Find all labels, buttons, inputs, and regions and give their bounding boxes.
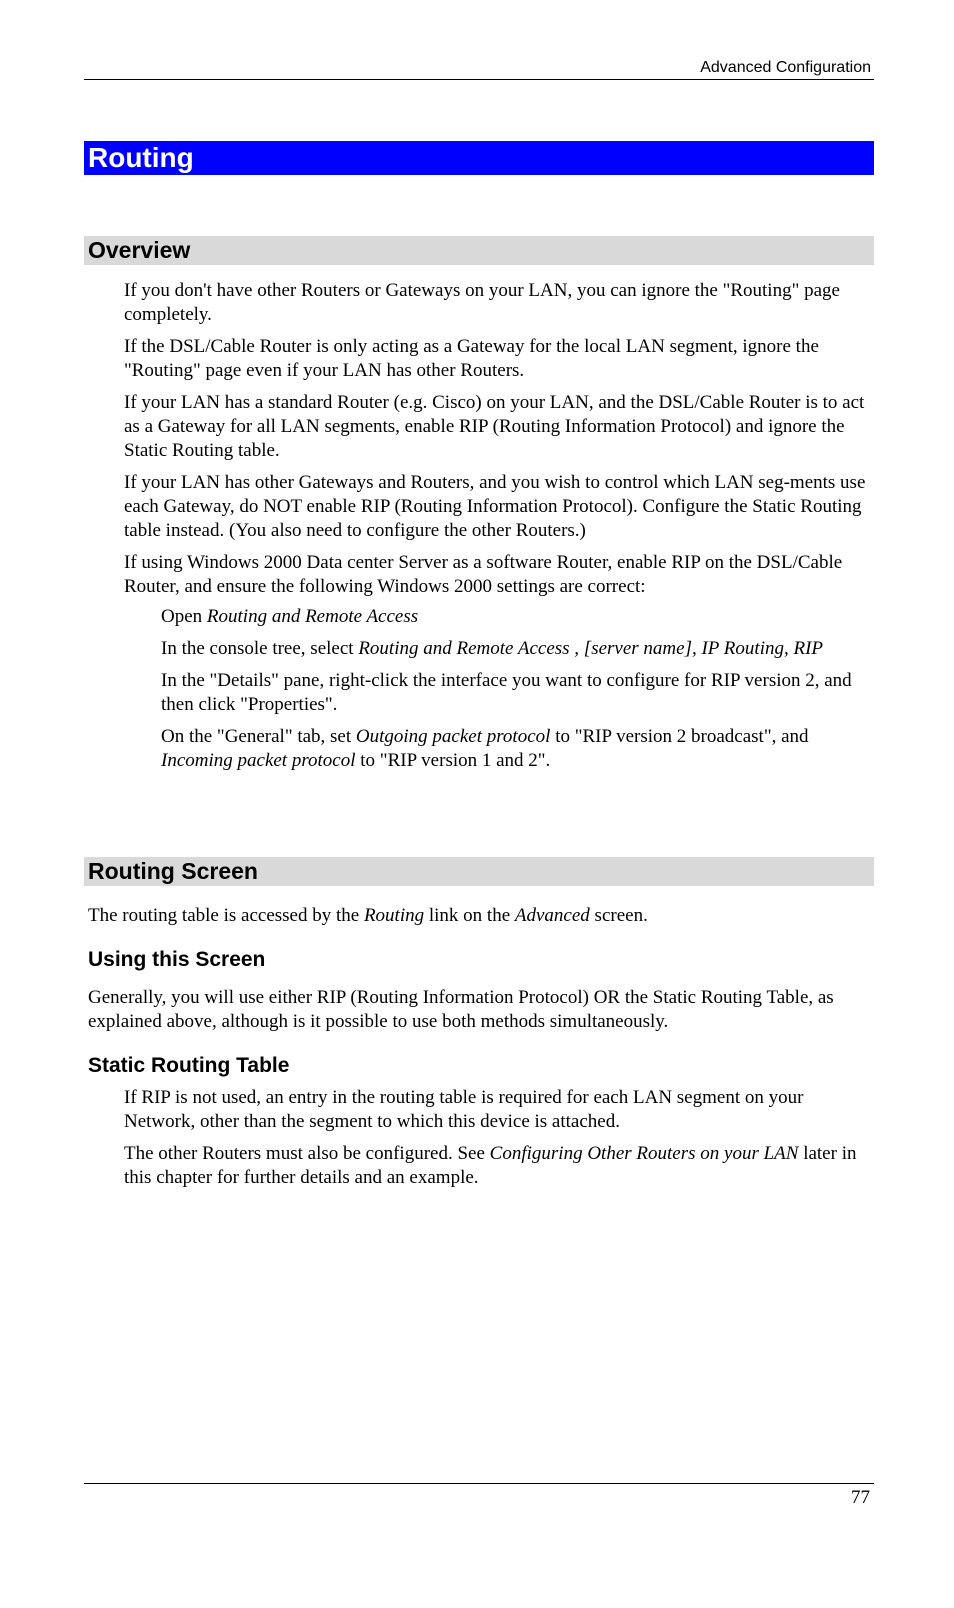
cross-reference: Configuring Other Routers on your LAN xyxy=(489,1143,799,1164)
running-header: Advanced Configuration xyxy=(700,59,871,76)
using-this-screen-heading: Using this Screen xyxy=(88,948,266,971)
step-console-tree: In the console tree, select Routing and Remote Access , [server name], IP Routing, RIP xyxy=(161,638,824,659)
using-this-screen-body: Generally, you will use either RIP (Routing Information Protocol) OR the Static Routing Table, as explained above, although is it possible to use both methods simultaneously. xyxy=(88,987,834,1032)
routing-screen-section-bar xyxy=(84,857,874,886)
routing-link-name: Routing xyxy=(363,905,425,926)
step-general-tab: On the "General" tab, set Outgoing packet protocol to "RIP version 2 broadcast", and Incoming packet protocol to "RIP version 1 and 2". xyxy=(161,726,809,771)
overview-paragraph: If the DSL/Cable Router is only acting as a Gateway for the local LAN segment, ignore the "Routing" page even if your LAN has other Routers. xyxy=(124,336,819,381)
overview-paragraph: If you don't have other Routers or Gateways on your LAN, you can ignore the "Routing" page completely. xyxy=(124,280,840,325)
routing-screen-heading: Routing Screen xyxy=(88,858,258,884)
page-number: 77 xyxy=(851,1487,870,1508)
overview-paragraph: If using Windows 2000 Data center Server as a software Router, enable RIP on the DSL/Cable Router, and ensure the following Windows 2000 settings are correct: xyxy=(124,552,843,597)
header-rule xyxy=(84,79,874,80)
routing-screen-intro: The routing table is accessed by the Routing link on the Advanced screen. xyxy=(88,905,648,926)
static-routing-body xyxy=(124,1086,876,1198)
overview-paragraph: If your LAN has a standard Router (e.g. Cisco) on your LAN, and the DSL/Cable Router is to act as a Gateway for all LAN segments, enable RIP (Routing Information Protocol) and ignore the Static Routing table. xyxy=(124,392,865,461)
static-routing-paragraph: If RIP is not used, an entry in the routing table is required for each LAN segment on your Network, other than the segment to which this device is attached. xyxy=(124,1087,804,1132)
overview-body xyxy=(124,279,876,607)
chapter-title-bar xyxy=(84,141,874,175)
overview-heading: Overview xyxy=(88,237,191,263)
step-open: Open Routing and Remote Access xyxy=(161,606,419,627)
step-details-pane: In the "Details" pane, right-click the interface you want to configure for RIP version 2, and then click "Properties". xyxy=(161,670,852,715)
overview-section-bar xyxy=(84,236,874,265)
advanced-screen-name: Advanced xyxy=(514,905,590,926)
chapter-title: Routing xyxy=(88,142,194,173)
static-routing-table-heading: Static Routing Table xyxy=(88,1054,290,1077)
windows-steps xyxy=(161,605,876,781)
overview-paragraph: If your LAN has other Gateways and Routers, and you wish to control which LAN seg-ments use each Gateway, do NOT enable RIP (Routing Information Protocol). Configure the Static Routing table instead. (You also need to configure the other Routers.) xyxy=(124,472,866,541)
static-routing-paragraph: The other Routers must also be configured. See Configuring Other Routers on your LAN later in this chapter for further details and an example. xyxy=(124,1143,857,1188)
footer-rule xyxy=(84,1483,874,1484)
